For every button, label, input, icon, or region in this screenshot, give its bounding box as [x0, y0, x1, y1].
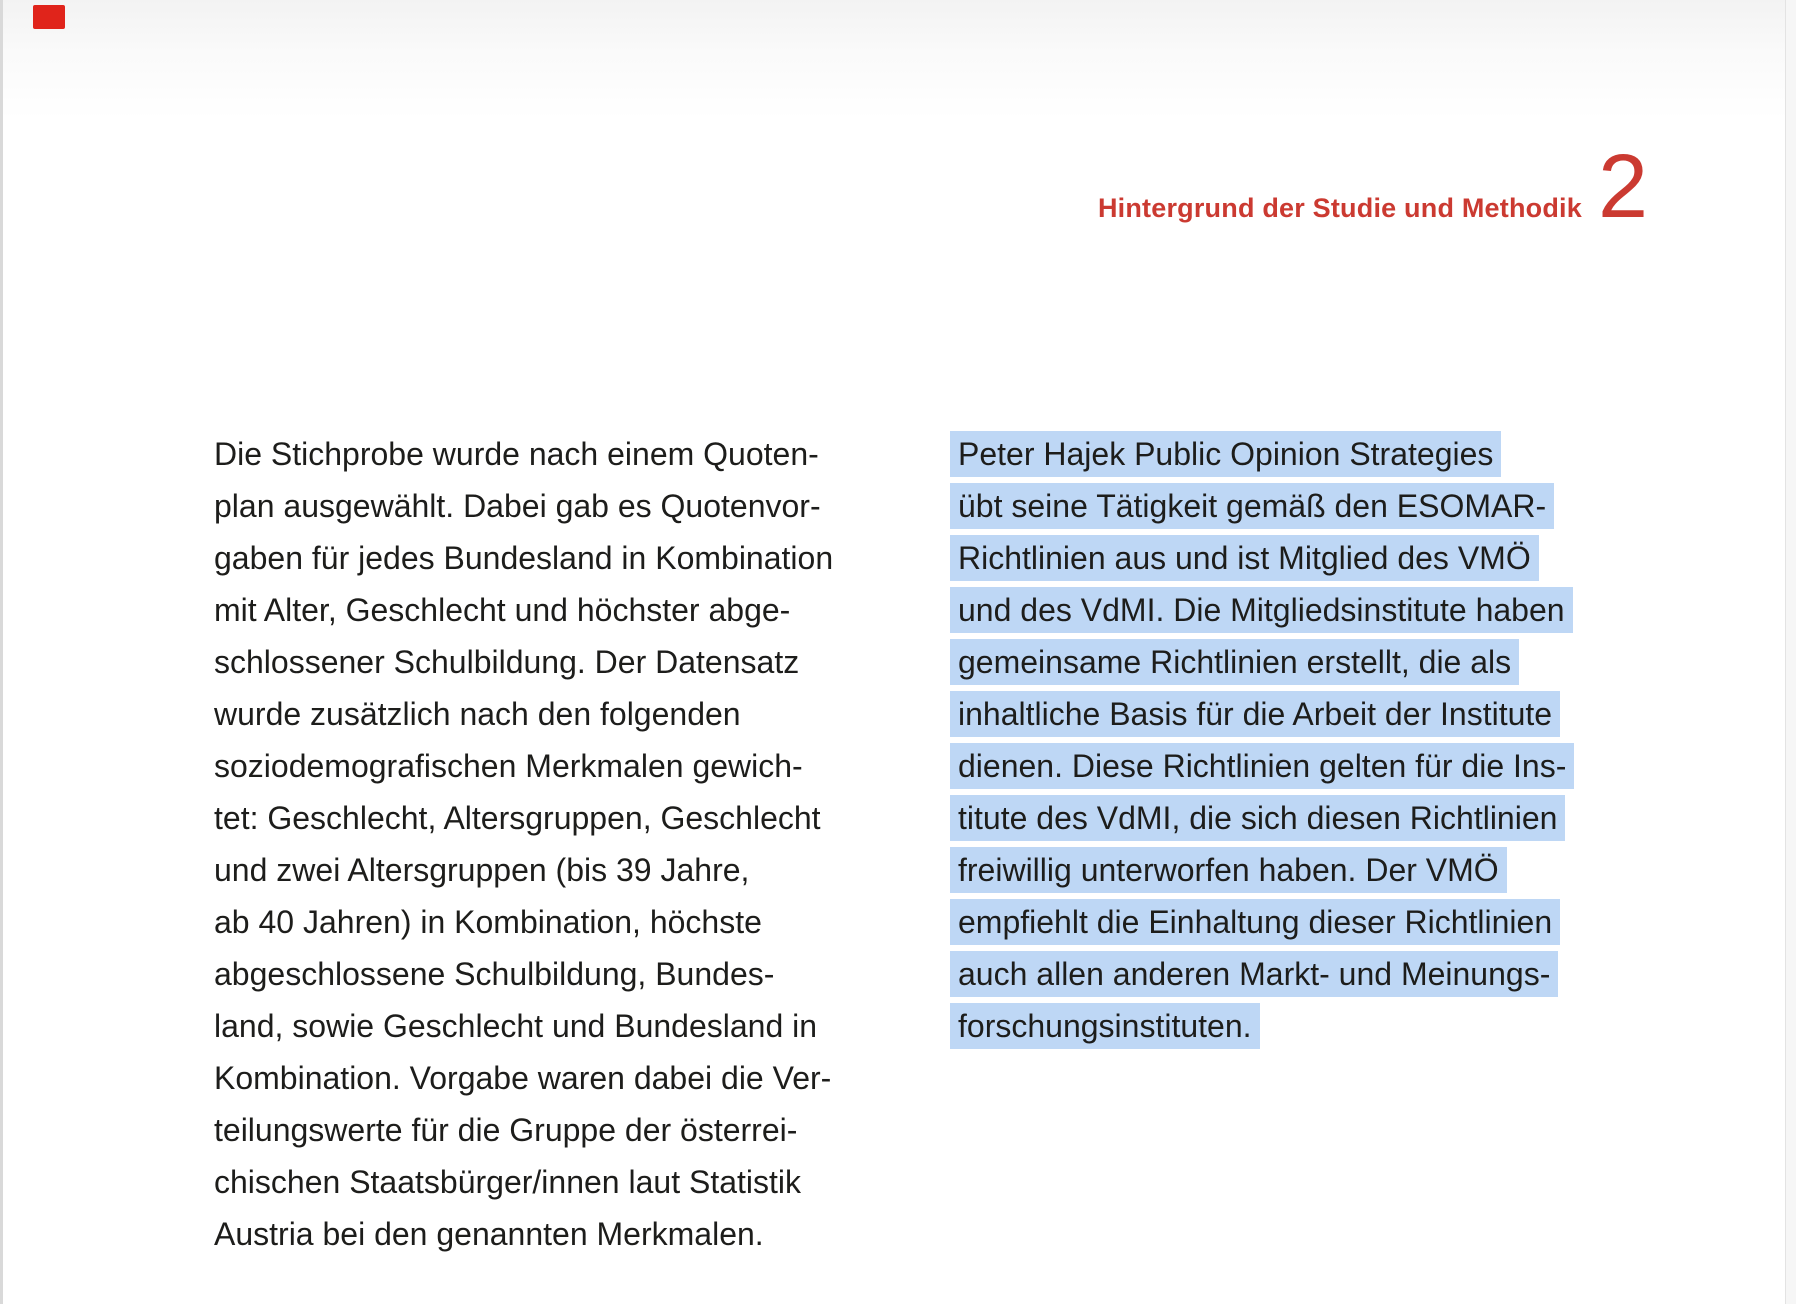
text-line: gaben für jedes Bundesland in Kombination [214, 540, 834, 576]
text-line: abgeschlossene Schulbildung, Bundes- [214, 956, 775, 992]
top-shadow-gradient [0, 0, 1796, 120]
text-line: mit Alter, Geschlecht und höchster abge- [214, 592, 791, 628]
text-line: Kombination. Vorgabe waren dabei die Ver- [214, 1060, 832, 1096]
highlighted-text-line: und des VdMI. Die Mitgliedsinstitute haben [950, 587, 1573, 633]
text-line: Austria bei den genannten Merkmalen. [214, 1216, 764, 1252]
text-line: chischen Staatsbürger/innen laut Statistik [214, 1164, 801, 1200]
text-line: land, sowie Geschlecht und Bundesland in [214, 1008, 818, 1044]
highlighted-text-line: forschungsinstituten. [950, 1003, 1260, 1049]
text-line: teilungswerte für die Gruppe der österrei- [214, 1112, 798, 1148]
highlighted-text-line: empfiehlt die Einhaltung dieser Richtlinien [950, 899, 1560, 945]
highlighted-text-line: dienen. Diese Richtlinien gelten für die Ins- [950, 743, 1574, 789]
text-line: soziodemografischen Merkmalen gewich- [214, 748, 803, 784]
section-title: Hintergrund der Studie und Methodik [1097, 193, 1582, 223]
text-line: tet: Geschlecht, Altersgruppen, Geschlecht [214, 800, 821, 836]
text-line: schlossener Schulbildung. Der Datensatz [214, 644, 800, 680]
highlighted-text-line: titute des VdMI, die sich diesen Richtlinien [950, 795, 1565, 841]
page-left-edge [0, 0, 3, 1304]
highlighted-text-line: übt seine Tätigkeit gemäß den ESOMAR- [950, 483, 1554, 529]
left-paragraph[interactable] [214, 428, 914, 1260]
highlighted-text-line: Peter Hajek Public Opinion Strategies [950, 431, 1501, 477]
highlighted-text-line: inhaltliche Basis für die Arbeit der Institute [950, 691, 1560, 737]
text-line: plan ausgewählt. Dabei gab es Quotenvor- [214, 488, 821, 524]
red-marker [33, 5, 65, 29]
text-line: wurde zusätzlich nach den folgenden [214, 696, 741, 732]
highlighted-text-line: auch allen anderen Markt- und Meinungs- [950, 951, 1558, 997]
section-header [1097, 137, 1648, 237]
right-paragraph-selected[interactable] [958, 428, 1658, 1052]
page-right-edge [1785, 0, 1796, 1304]
text-line: und zwei Altersgruppen (bis 39 Jahre, [214, 852, 750, 888]
text-line: Die Stichprobe wurde nach einem Quoten- [214, 436, 819, 472]
highlighted-text-line: gemeinsame Richtlinien erstellt, die als [950, 639, 1519, 685]
text-line: ab 40 Jahren) in Kombination, höchste [214, 904, 762, 940]
highlighted-text-line: Richtlinien aus und ist Mitglied des VMÖ [950, 535, 1539, 581]
section-number: 2 [1597, 137, 1648, 237]
highlighted-text-line: freiwillig unterworfen haben. Der VMÖ [950, 847, 1507, 893]
